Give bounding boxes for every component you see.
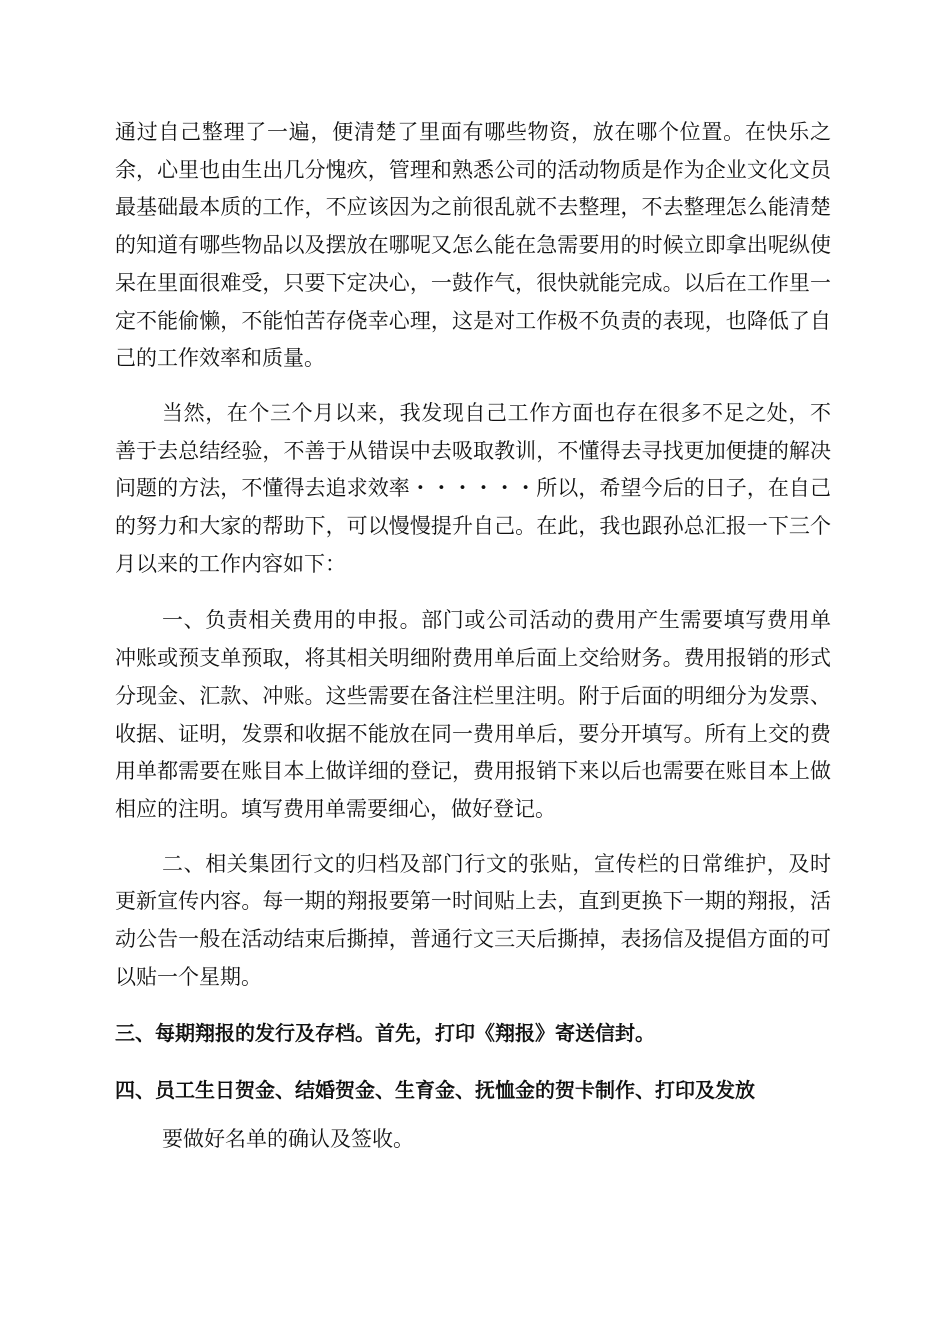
paragraph-shortcomings: 当然，在个三个月以来，我发现自己工作方面也存在很多不足之处，不善于去总结经验，不善于从错误中去吸取教训，不懂得去寻找更加便捷的解决问题的方法，不懂得去追求效率・・・・・・所以，希望今后的日子，在自己的努力和大家的帮助下，可以慢慢提升自己。在此，我也跟孙总汇报一下三个月以来的工作内容如下： xyxy=(115,400,831,576)
paragraph-item-4-continuation: 要做好名单的确认及签收。 xyxy=(162,1127,414,1152)
heading-item-3-newsletter: 三、每期翔报的发行及存档。首先，打印《翔报》寄送信封。 xyxy=(115,1021,655,1046)
document-body xyxy=(115,114,831,1158)
paragraph-organizing-materials: 通过自己整理了一遍，便清楚了里面有哪些物资，放在哪个位置。在快乐之余，心里也由生出几分愧疚，管理和熟悉公司的活动物质是作为企业文化文员最基础最本质的工作，不应该因为之前很乱就不去整理，不去整理怎么能清楚的知道有哪些物品以及摆放在哪呢又怎么能在急需要用的时候立即拿出呢纵使呆在里面很难受，只要下定决心，一鼓作气，很快就能完成。以后在工作里一定不能偷懒，不能怕苦存侥幸心理，这是对工作极不负责的表现，也降低了自己的工作效率和质量。 xyxy=(115,120,831,371)
heading-item-4-employee-gifts: 四、员工生日贺金、结婚贺金、生育金、抚恤金的贺卡制作、打印及发放 xyxy=(115,1078,755,1103)
paragraph-item-2-documents: 二、相关集团行文的归档及部门行文的张贴，宣传栏的日常维护，及时更新宣传内容。每一期的翔报要第一时间贴上去，直到更换下一期的翔报，活动公告一般在活动结束后撕掉，普通行文三天后撕掉，表扬信及提倡方面的可以贴一个星期。 xyxy=(115,851,831,989)
paragraph-item-1-expenses: 一、负责相关费用的申报。部门或公司活动的费用产生需要填写费用单冲账或预支单预取，将其相关明细附费用单后面上交给财务。费用报销的形式分现金、汇款、冲账。这些需要在备注栏里注明。附于后面的明细分为发票、收据、证明，发票和收据不能放在同一费用单后，要分开填写。所有上交的费用单都需要在账目本上做详细的登记，费用报销下来以后也需要在账目本上做相应的注明。填写费用单需要细心，做好登记。 xyxy=(115,608,831,821)
